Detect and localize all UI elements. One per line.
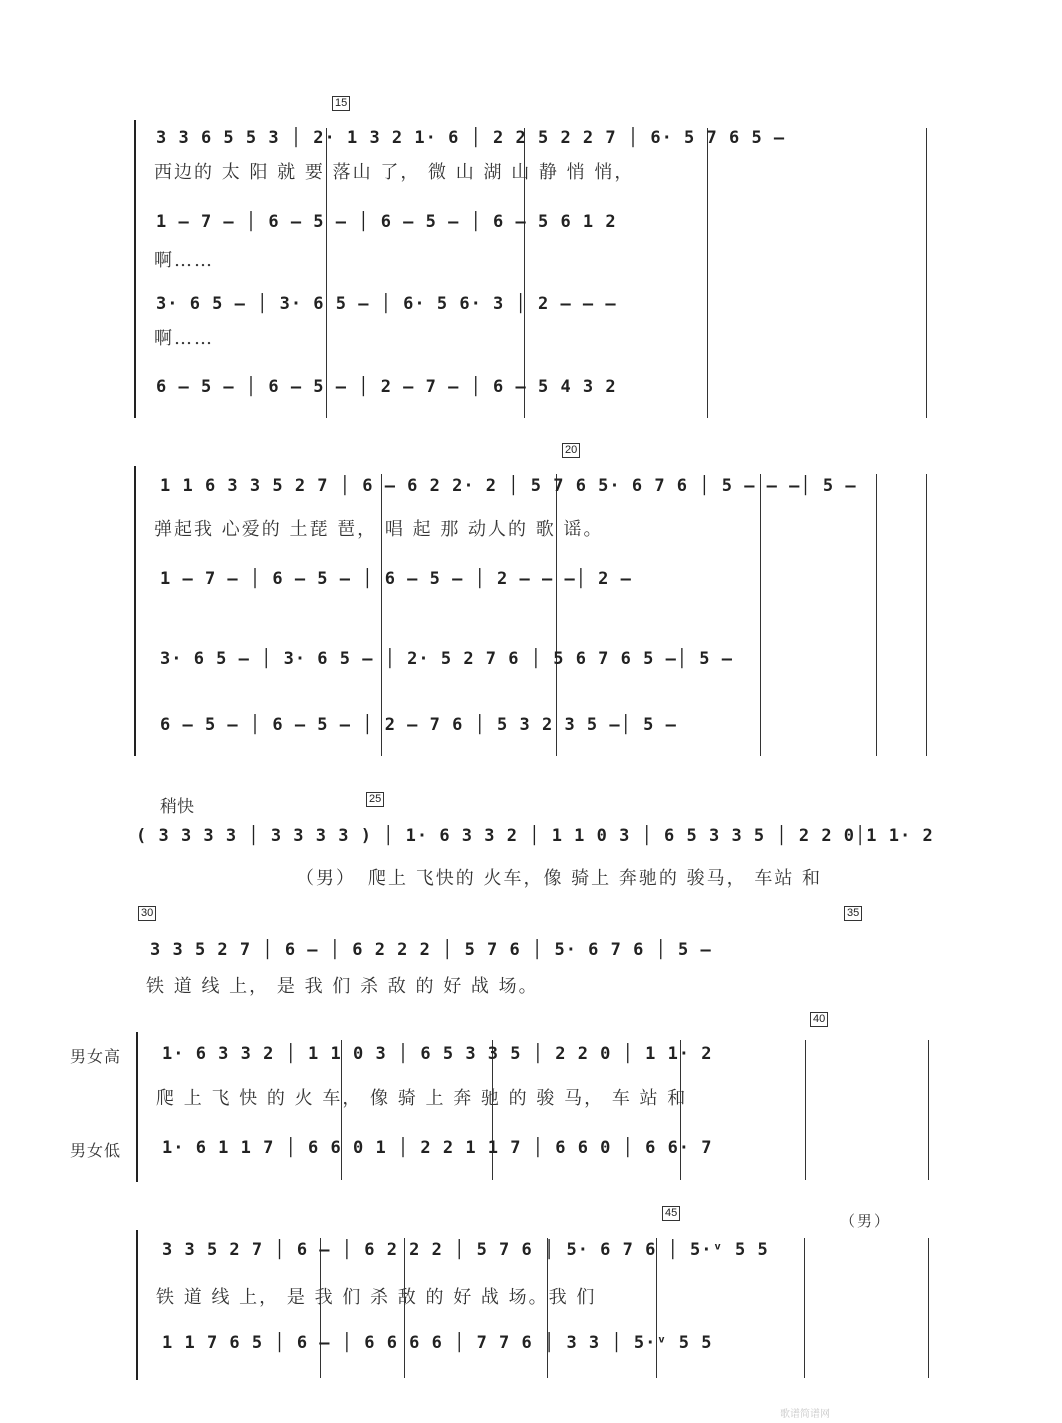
notation-line-s1-4: 6 – 5 – │ 6 – 5 – │ 2 – 7 – │ 6 – 5 4 3 2 (156, 377, 617, 397)
notation-line-s1-3: 3· 6 5 – │ 3· 6 5 – │ 6· 5 6· 3 │ 2 – – – (156, 294, 617, 314)
part-label-low: 男女低 (70, 1141, 122, 1160)
lyrics-s1-1: 西边的 太 阳 就 要 落山 了， 微 山 湖 山 静 悄 悄， (154, 162, 635, 183)
lyrics-s1-2: 啊…… (154, 250, 214, 271)
lyrics-s5: 爬 上 飞 快 的 火 车， 像 骑 上 奔 驰 的 骏 马， 车 站 和 (156, 1088, 688, 1109)
measure-mark: 20 (562, 443, 580, 458)
barline (805, 1040, 806, 1180)
notation-line-s1-1: 3 3 6 5 5 3 │ 2· 1 3 2 1· 6 │ 2 2 5 2 2 7 │ 6· 5 7 6 5 – (156, 128, 786, 148)
measure-mark: 25 (366, 792, 384, 807)
notation-line-s2-1: 1 1 6 3 3 5 2 7 │ 6 – 6 2 2· 2 │ 5 7 6 5· 6 7 6 │ 5 – – –│ 5 – (160, 476, 857, 496)
male-label-s3: （男） (296, 868, 356, 889)
male-label-s6: （男） (840, 1212, 892, 1230)
lyrics-s4: 铁 道 线 上， 是 我 们 杀 敌 的 好 战 场。 (146, 976, 539, 997)
notation-line-s4: 3 3 5 2 7 │ 6 – │ 6 2 2 2 │ 5 7 6 │ 5· 6 7 6 │ 5 – (150, 940, 712, 960)
measure-mark: 30 (138, 906, 156, 921)
notation-line-s6-1: 3 3 5 2 7 │ 6 – │ 6 2 2 2 │ 5 7 6 │ 5· 6 7 6 │ 5·ᵛ 5 5 (162, 1240, 769, 1260)
measure-mark: 35 (844, 906, 862, 921)
notation-line-s1-2: 1 – 7 – │ 6 – 5 – │ 6 – 5 – │ 6 – 5 6 1 2 (156, 212, 617, 232)
barline (928, 1238, 929, 1378)
lyrics-s6: 铁 道 线 上， 是 我 们 杀 敌 的 好 战 场。我 们 (156, 1287, 597, 1308)
barline (804, 1238, 805, 1378)
measure-mark: 15 (332, 96, 350, 111)
barline (926, 128, 927, 418)
notation-line-s6-2: 1 1 7 6 5 │ 6 – │ 6 6 6 6 │ 7 7 6 │ 3 3 │ 5·ᵛ 5 5 (162, 1333, 713, 1353)
watermark: 歌谱简谱网 (780, 1409, 830, 1420)
measure-mark: 40 (810, 1012, 828, 1027)
barline (876, 474, 877, 756)
lyrics-s3: 爬上 飞快的 火车，像 骑上 奔驰的 骏马， 车站 和 (368, 868, 823, 889)
barline (707, 128, 708, 418)
notation-line-s3: ( 3 3 3 3 │ 3 3 3 3 ) │ 1· 6 3 3 2 │ 1 1 0 3 │ 6 5 3 3 5 │ 2 2 0│1 1· 2 (136, 826, 934, 846)
system-bracket (136, 1032, 138, 1182)
barline (926, 474, 927, 756)
notation-line-s5-2: 1· 6 1 1 7 │ 6 6 0 1 │ 2 2 1 1 7 │ 6 6 0 │ 6 6· 7 (162, 1138, 713, 1158)
part-label-high: 男女高 (70, 1047, 122, 1066)
lyrics-s2-1: 弹起我 心爱的 土琵 琶， 唱 起 那 动人的 歌 谣。 (154, 519, 604, 540)
lyrics-s1-3: 啊…… (154, 328, 214, 349)
notation-line-s2-3: 3· 6 5 – │ 3· 6 5 – │ 2· 5 2 7 6 │ 5 6 7 6 5 –│ 5 – (160, 649, 733, 669)
tempo-marking: 稍快 (160, 797, 194, 817)
system-bracket (134, 120, 136, 418)
notation-line-s5-1: 1· 6 3 3 2 │ 1 1 0 3 │ 6 5 3 3 5 │ 2 2 0 │ 1 1· 2 (162, 1044, 713, 1064)
measure-mark: 45 (662, 1206, 680, 1221)
notation-line-s2-2: 1 – 7 – │ 6 – 5 – │ 6 – 5 – │ 2 – – –│ 2 – (160, 569, 632, 589)
system-bracket (134, 466, 136, 756)
system-bracket (136, 1230, 138, 1380)
barline (760, 474, 761, 756)
barline (928, 1040, 929, 1180)
notation-line-s2-4: 6 – 5 – │ 6 – 5 – │ 2 – 7 6 │ 5 3 2 3 5 –│ 5 – (160, 715, 677, 735)
